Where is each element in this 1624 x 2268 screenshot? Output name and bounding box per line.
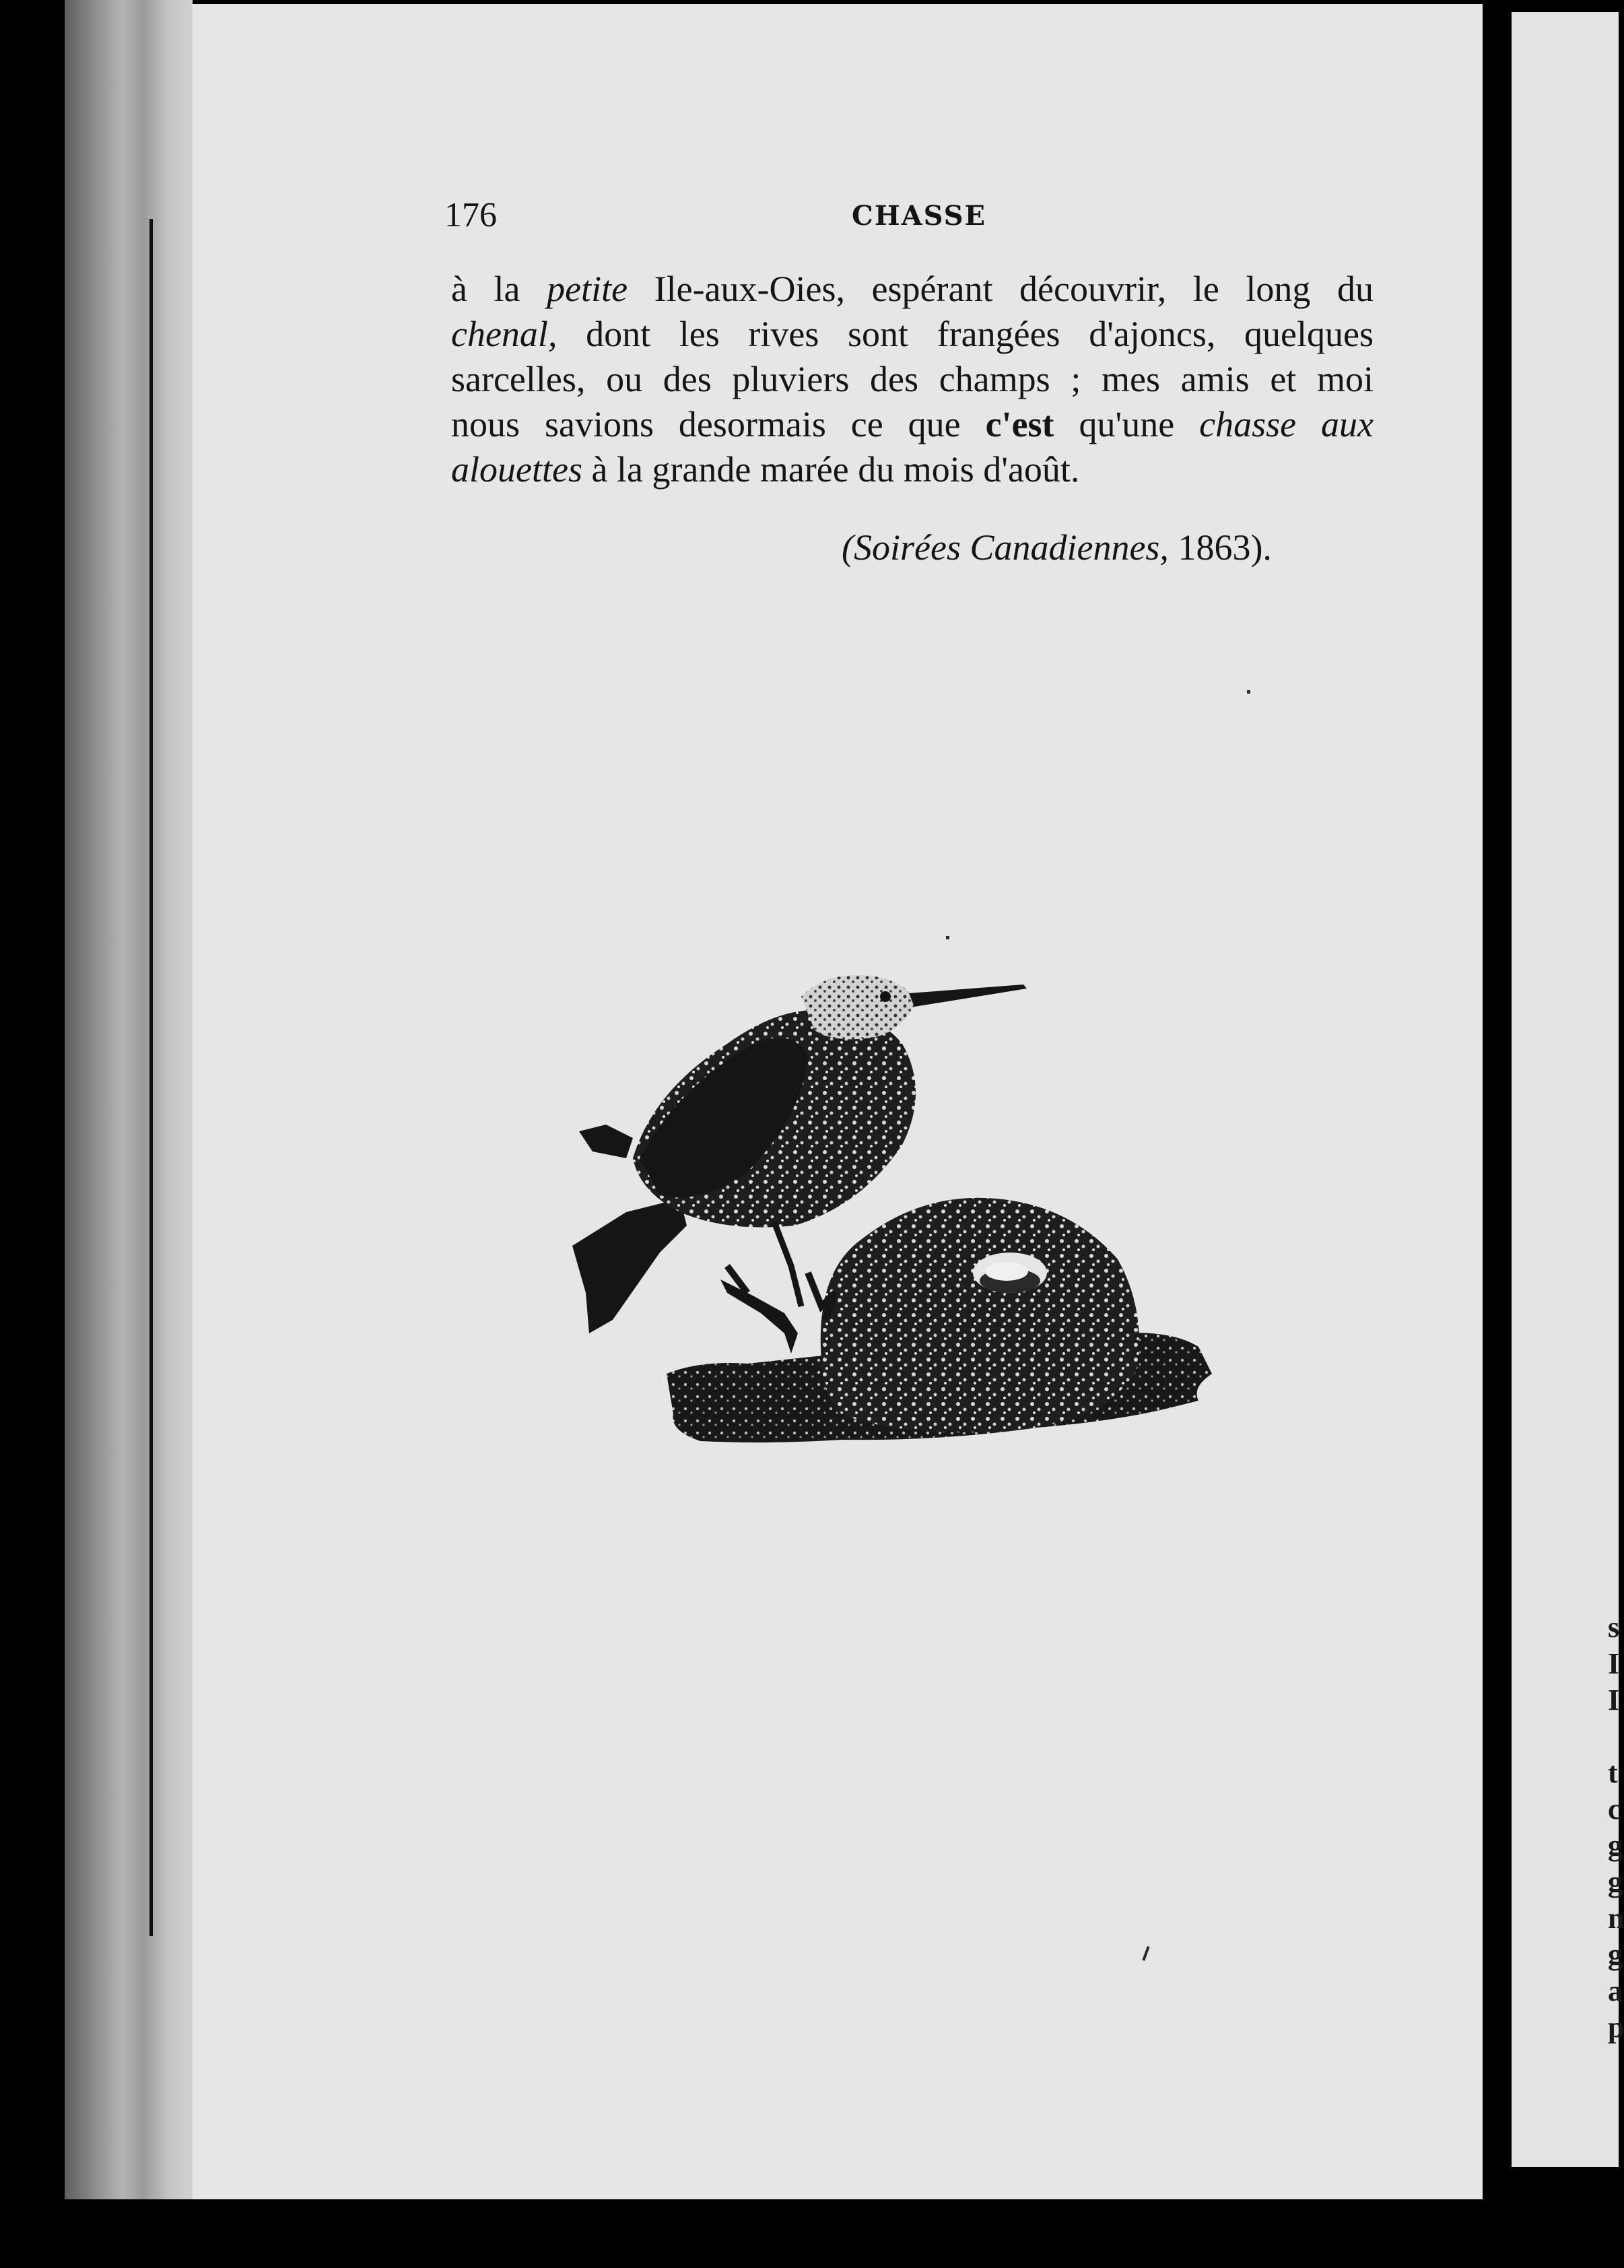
body-segment: dont les rives sont frangées d'ajoncs, quelques [557, 314, 1374, 354]
body-paragraph [451, 267, 1374, 492]
facing-page [1512, 12, 1619, 2167]
facing-page-letters [1608, 1609, 1624, 2046]
body-line [451, 312, 1374, 357]
page-number: 176 [444, 196, 497, 234]
facing-letter: s [1608, 1611, 1620, 1644]
facing-letter [1608, 1719, 1624, 1755]
facing-letter: g [1608, 1938, 1623, 1971]
citation-year: 1863). [1168, 527, 1272, 568]
speck [1247, 690, 1250, 694]
body-segment: à la grande marée du mois d'août. [582, 449, 1080, 490]
body-segment: Ile-aux-Oies, espérant découvrir, le long du [628, 269, 1374, 309]
facing-letter: n [1608, 1902, 1624, 1935]
facing-letter: p [1608, 2011, 1624, 2044]
body-segment: chenal, [451, 314, 557, 354]
facing-letter: g [1608, 1829, 1623, 1862]
body-segment: nous savions desormais ce que [451, 404, 986, 444]
facing-letter: a [1608, 1974, 1623, 2007]
body-line [451, 357, 1374, 402]
facing-letter: c [1608, 1793, 1621, 1826]
body-segment: sarcelles, ou des pluviers des champs ; mes amis et moi [451, 359, 1374, 399]
body-line [451, 447, 1374, 492]
speck [946, 936, 949, 939]
citation-source: Soirées Canadiennes, [853, 527, 1169, 568]
body-segment: alouettes [451, 449, 582, 490]
body-segment: chasse aux [1199, 404, 1374, 444]
body-segment: qu'une [1054, 404, 1200, 444]
facing-letter: t [1608, 1756, 1618, 1789]
body-line [451, 402, 1374, 447]
bird-on-nest-woodcut [525, 956, 1306, 1468]
facing-letter: I [1608, 1683, 1620, 1716]
citation [842, 527, 1272, 568]
running-head: CHASSE [852, 200, 987, 232]
citation-open: ( [842, 527, 854, 568]
facing-letter: g [1608, 1865, 1623, 1898]
edge-line [149, 219, 153, 1936]
body-segment: petite [547, 269, 628, 309]
body-segment: à la [451, 269, 547, 309]
facing-letter: I [1608, 1647, 1620, 1680]
page-edges [65, 0, 193, 2199]
body-segment: c'est [985, 404, 1054, 444]
body-line [451, 267, 1374, 312]
